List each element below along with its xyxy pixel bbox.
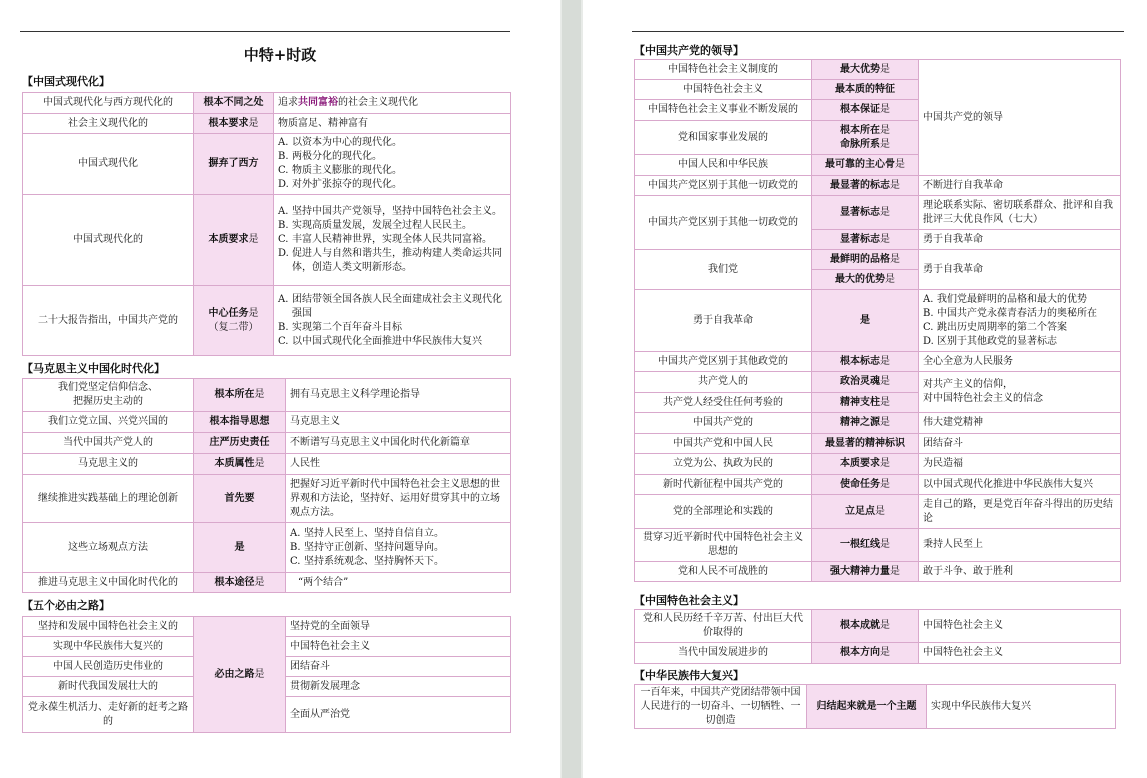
cell-subject: 新时代新征程中国共产党的 (635, 475, 812, 495)
cell-key: 根本所在是 (194, 379, 286, 412)
cell-key: 强大精神力量是 (812, 562, 919, 582)
cell-value: 物质富足、精神富有 (274, 114, 511, 134)
cell-value: 敢于斗争、敢于胜利 (919, 562, 1121, 582)
cell-value: 勇于自我革命 (919, 230, 1121, 250)
page-divider (562, 0, 581, 778)
cell-key: 最大的优势是 (812, 270, 919, 290)
cell-key: 政治灵魂是 (812, 372, 919, 393)
section-heading-marxism: 【马克思主义中国化时代化】 (22, 362, 165, 375)
table-modernization (22, 92, 511, 356)
page-title: 中特+时政 (243, 46, 317, 64)
cell-subject: 当代中国共产党人的 (23, 433, 194, 454)
cell-key: 必由之路是 (194, 617, 286, 733)
cell-value: 伟大建党精神 (919, 413, 1121, 434)
cell-key: 归结起来就是一个主题 (807, 685, 927, 729)
cell-subject: 我们党 (635, 250, 812, 290)
table-row (635, 290, 1121, 352)
cell-list: A. 坚持人民至上、坚持自信自立。 B. 坚持守正创新、坚持问题导向。 C. 坚持系统观念、坚持胸怀天下。 (286, 523, 511, 573)
top-rule (632, 31, 1124, 32)
cell-subject: 中国共产党区别于其他政党的 (635, 352, 812, 372)
cell-key: 中心任务是 （复二带） (194, 286, 274, 356)
cell-key: 精神支柱是 (812, 393, 919, 413)
cell-subject: 二十大报告指出，中国共产党的 (23, 286, 194, 356)
cell-value: 全心全意为人民服务 (919, 352, 1121, 372)
cell-subject: 中国特色社会主义事业不断发展的 (635, 100, 812, 121)
cell-subject: 继续推进实践基础上的理论创新 (23, 475, 194, 523)
cell-subject: 中国式现代化与西方现代化的 (23, 93, 194, 114)
table-row (635, 196, 1121, 230)
cell-key: 根本指导思想 (194, 412, 286, 433)
cell-key: 首先要 (194, 475, 286, 523)
table-row (635, 454, 1121, 475)
cell-subject: 共产党人经受住任何考验的 (635, 393, 812, 413)
table-row (635, 352, 1121, 372)
table-row (23, 93, 511, 114)
cell-key: 根本途径是 (194, 573, 286, 593)
cell-subject: 立党为公、执政为民的 (635, 454, 812, 475)
table-row (23, 195, 511, 286)
section-heading-socialism: 【中国特色社会主义】 (634, 594, 744, 607)
table-row (635, 176, 1121, 196)
cell-key: 摒弃了西方 (194, 134, 274, 195)
table-row (23, 134, 511, 195)
table-row (635, 562, 1121, 582)
cell-subject: 中国特色社会主义 (635, 80, 812, 100)
cell-key: 最大优势是 (812, 60, 919, 80)
cell-value: 全面从严治党 (286, 697, 511, 733)
cell-value: 马克思主义 (286, 412, 511, 433)
cell-key: 根本标志是 (812, 352, 919, 372)
cell-value: 团结奋斗 (286, 657, 511, 677)
cell-value: 实现中华民族伟大复兴 (927, 685, 1116, 729)
cell-key: 根本方向是 (812, 643, 919, 664)
cell-subject: 中国式现代化的 (23, 195, 194, 286)
section-heading-party-leadership: 【中国共产党的领导】 (634, 44, 744, 57)
cell-subject: 党的全部理论和实践的 (635, 495, 812, 529)
cell-value: 团结奋斗 (919, 434, 1121, 454)
highlight-text: 共同富裕 (298, 97, 338, 108)
left-page (0, 0, 560, 778)
cell-subject: 共产党人的 (635, 372, 812, 393)
table-row (635, 685, 1116, 729)
table-row (635, 372, 1121, 393)
cell-subject: 中国特色社会主义制度的 (635, 60, 812, 80)
table-row (635, 434, 1121, 454)
cell-key: 根本成就是 (812, 610, 919, 643)
cell-key: 本质要求是 (812, 454, 919, 475)
table-row (635, 529, 1121, 562)
cell-subject: 实现中华民族伟大复兴的 (23, 637, 194, 657)
top-rule (20, 31, 510, 32)
table-row (23, 523, 511, 573)
cell-value: 理论联系实际、密切联系群众、批评和自我批评三大优良作风（七大） (919, 196, 1121, 230)
cell-subject: 中国共产党的 (635, 413, 812, 434)
table-party-leadership (634, 59, 1121, 582)
cell-value: 人民性 (286, 454, 511, 475)
table-five-roads (22, 616, 511, 733)
cell-key: 根本保证是 (812, 100, 919, 121)
cell-value: 把握好习近平新时代中国特色社会主义思想的世界观和方法论，坚持好、运用好贯穿其中的立场观点方法。 (286, 475, 511, 523)
cell-subject: 党和人民历经千辛万苦、付出巨大代价取得的 (635, 610, 812, 643)
table-row (635, 643, 1121, 664)
cell-value: 中国特色社会主义 (919, 610, 1121, 643)
cell-value: 坚持党的全面领导 (286, 617, 511, 637)
cell-value: 拥有马克思主义科学理论指导 (286, 379, 511, 412)
table-row (635, 60, 1121, 80)
cell-subject: 中国式现代化 (23, 134, 194, 195)
cell-value: 中国特色社会主义 (919, 643, 1121, 664)
cell-subject: 勇于自我革命 (635, 290, 812, 352)
cell-subject: 一百年来，中国共产党团结带领中国人民进行的一切奋斗、一切牺牲、一切创造 (635, 685, 807, 729)
cell-key: 最可靠的主心骨是 (812, 155, 919, 176)
cell-key: 最本质的特征 (812, 80, 919, 100)
cell-value: 不断谱写马克思主义中国化时代化新篇章 (286, 433, 511, 454)
table-row (23, 573, 511, 593)
cell-subject: 当代中国发展进步的 (635, 643, 812, 664)
cell-key: 根本要求是 (194, 114, 274, 134)
cell-value: 对共产主义的信仰， 对中国特色社会主义的信念 (919, 372, 1121, 413)
cell-key: 使命任务是 (812, 475, 919, 495)
cell-value: 秉持人民至上 (919, 529, 1121, 562)
table-row (635, 413, 1121, 434)
cell-subject: 推进马克思主义中国化时代化的 (23, 573, 194, 593)
cell-value: 中国特色社会主义 (286, 637, 511, 657)
cell-value: 追求共同富裕的社会主义现代化 (274, 93, 511, 114)
cell-key: 是 (194, 523, 286, 573)
cell-key: 本质要求是 (194, 195, 274, 286)
table-row (635, 610, 1121, 643)
section-heading-modernization: 【中国式现代化】 (22, 75, 110, 88)
cell-subject: 这些立场观点方法 (23, 523, 194, 573)
cell-list: A. 坚持中国共产党领导，坚持中国特色社会主义。 B. 实现高质量发展，发展全过程人民民主。 C. 丰富人民精神世界，实现全体人民共同富裕。 D. 促进人与自然和谐共生，推动构建人类命运共同体，创造人类文明新形态。 (274, 195, 511, 286)
cell-value: “两个结合” (286, 573, 511, 593)
cell-subject: 我们立党立国、兴党兴国的 (23, 412, 194, 433)
cell-key: 根本不同之处 (194, 93, 274, 114)
cell-key: 一根红线是 (812, 529, 919, 562)
cell-key: 精神之源是 (812, 413, 919, 434)
cell-subject: 马克思主义的 (23, 454, 194, 475)
table-row (23, 412, 511, 433)
cell-list: A. 团结带领全国各族人民全面建成社会主义现代化强国 B. 实现第二个百年奋斗目标 C. 以中国式现代化全面推进中华民族伟大复兴 (274, 286, 511, 356)
table-row (23, 379, 511, 412)
cell-subject: 党和人民不可战胜的 (635, 562, 812, 582)
table-row (635, 495, 1121, 529)
cell-key: 庄严历史责任 (194, 433, 286, 454)
table-row (23, 617, 511, 637)
cell-key: 立足点是 (812, 495, 919, 529)
cell-key: 最显著的标志是 (812, 176, 919, 196)
table-row (635, 250, 1121, 270)
table-row (23, 454, 511, 475)
table-socialism (634, 609, 1121, 664)
section-heading-five-roads: 【五个必由之路】 (22, 599, 110, 612)
cell-subject: 中国人民和中华民族 (635, 155, 812, 176)
table-row (23, 114, 511, 134)
cell-key: 显著标志是 (812, 196, 919, 230)
cell-value: 为民造福 (919, 454, 1121, 475)
cell-subject: 贯穿习近平新时代中国特色社会主义思想的 (635, 529, 812, 562)
table-row (23, 433, 511, 454)
cell-key: 最显著的精神标识 (812, 434, 919, 454)
cell-subject: 中国共产党区别于其他一切政党的 (635, 196, 812, 250)
cell-list: A. 我们党最鲜明的品格和最大的优势 B. 中国共产党永葆青春活力的奥秘所在 C. 跳出历史周期率的第二个答案 D. 区别于其他政党的显著标志 (919, 290, 1121, 352)
cell-subject: 社会主义现代化的 (23, 114, 194, 134)
cell-key: 本质属性是 (194, 454, 286, 475)
table-rejuvenation (634, 684, 1116, 729)
cell-value: 勇于自我革命 (919, 250, 1121, 290)
cell-key: 根本所在是 命脉所系是 (812, 121, 919, 155)
cell-subject: 中国人民创造历史伟业的 (23, 657, 194, 677)
cell-value: 不断进行自我革命 (919, 176, 1121, 196)
cell-key: 显著标志是 (812, 230, 919, 250)
table-row (23, 286, 511, 356)
cell-subject: 中国共产党区别于其他一切政党的 (635, 176, 812, 196)
table-row (635, 475, 1121, 495)
cell-value: 贯彻新发展理念 (286, 677, 511, 697)
cell-subject: 党和国家事业发展的 (635, 121, 812, 155)
cell-subject: 我们党坚定信仰信念、 把握历史主动的 (23, 379, 194, 412)
cell-key: 是 (812, 290, 919, 352)
cell-subject: 坚持和发展中国特色社会主义的 (23, 617, 194, 637)
cell-list: A. 以资本为中心的现代化。 B. 两极分化的现代化。 C. 物质主义膨胀的现代化。 D. 对外扩张掠夺的现代化。 (274, 134, 511, 195)
cell-subject: 新时代我国发展壮大的 (23, 677, 194, 697)
cell-value: 以中国式现代化推进中华民族伟大复兴 (919, 475, 1121, 495)
cell-subject: 党永葆生机活力、走好新的赶考之路的 (23, 697, 194, 733)
table-marxism (22, 378, 511, 593)
section-heading-rejuvenation: 【中华民族伟大复兴】 (634, 669, 744, 682)
table-row (23, 475, 511, 523)
cell-value: 中国共产党的领导 (919, 60, 1121, 176)
cell-key: 最鲜明的品格是 (812, 250, 919, 270)
cell-value: 走自己的路，更是党百年奋斗得出的历史结论 (919, 495, 1121, 529)
cell-subject: 中国共产党和中国人民 (635, 434, 812, 454)
